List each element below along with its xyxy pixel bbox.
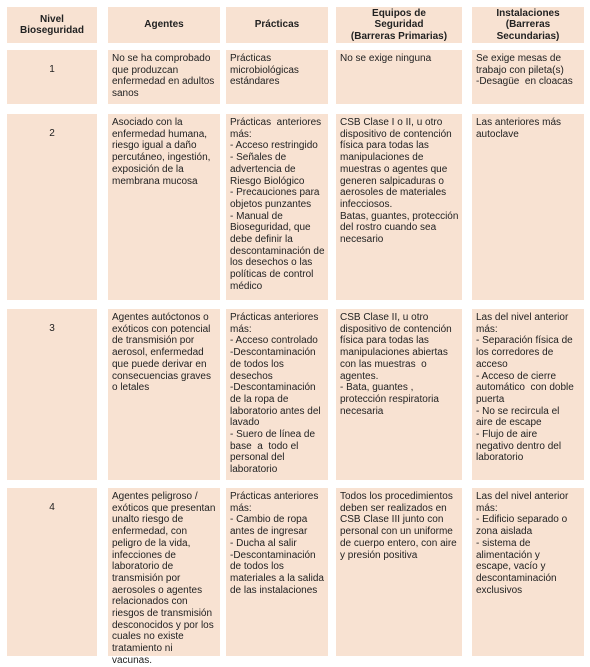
row-3-nivel	[7, 309, 97, 480]
row-2-nivel	[7, 114, 97, 300]
header-nivel	[7, 7, 97, 43]
row-3-practicas	[226, 309, 328, 480]
row-3-agentes-text: Agentes autóctonos o exóticos con potencial de transmisión por aerosol, enfermedad que puede derivar en consecuencias graves o letales	[112, 312, 211, 394]
header-instalaciones-text: Instalaciones (Barreras Secundarias)	[496, 7, 560, 42]
row-4-nivel	[7, 488, 97, 656]
row-3-nivel-value: 3	[49, 323, 55, 334]
row-3-practicas-text: Prácticas anteriores más: - Acceso controlado -Descontaminación de todos los desechos -Descontaminación de la ropa de laboratorio antes del lavado - Suero de línea de base a todo el personal del laboratorio	[230, 312, 321, 476]
row-4-nivel-value: 4	[49, 502, 55, 513]
row-4-practicas-text: Prácticas anteriores más: - Cambio de ropa antes de ingresar - Ducha al salir -Descontaminación de todos los materiales a la salida de las instalaciones	[230, 491, 324, 596]
row-3-equipos	[336, 309, 462, 480]
row-4-practicas	[226, 488, 328, 656]
row-3-agentes	[108, 309, 220, 480]
row-4-equipos-text: Todos los procedimientos deben ser realizados en CSB Clase III junto con personal con un uniforme de cuerpo entero, con aire y presión positiva	[340, 491, 457, 561]
row-2-agentes-text: Asociado con la enfermedad humana, riesgo igual a daño percutáneo, ingestión, exposición de la membrana mucosa	[112, 117, 211, 187]
row-1-nivel-value: 1	[49, 64, 55, 75]
header-practicas	[226, 7, 328, 43]
row-4-equipos	[336, 488, 462, 656]
row-2-nivel-value: 2	[49, 128, 55, 139]
row-1-instalaciones	[472, 50, 584, 104]
row-3-equipos-text: CSB Clase II, u otro dispositivo de contención física para todas las manipulaciones abiertas con las muestras o agentes. - Bata, guantes , protección respiratoria necesaria	[340, 312, 452, 417]
row-2-equipos-text: CSB Clase I o II, u otro dispositivo de contención física para todas las manipulaciones de muestras o agentes que generen salpicaduras o aerosoles de materiales infecciosos. Batas, guantes, protección del rostro cuando sea necesario	[340, 117, 459, 246]
row-2-instalaciones-text: Las anteriores más autoclave	[476, 117, 562, 140]
header-equipos	[336, 7, 462, 43]
row-1-practicas-text: Prácticas microbiológicas estándares	[230, 53, 299, 88]
row-3-instalaciones	[472, 309, 584, 480]
header-equipos-text: Equipos de Seguridad (Barreras Primarias)	[350, 7, 448, 42]
row-1-agentes	[108, 50, 220, 104]
row-1-nivel	[7, 50, 97, 104]
row-3-instalaciones-text: Las del nivel anterior más: - Separación física de los corredores de acceso - Acceso de cierre automático con doble puerta - No se recircula el aire de escape - Flujo de aire negativo dentro del laboratorio	[476, 312, 574, 464]
row-1-agentes-text: No se ha comprobado que produzcan enfermedad en adultos sanos	[112, 53, 215, 100]
header-nivel-text: Nivel Bioseguridad	[20, 13, 84, 36]
row-2-agentes	[108, 114, 220, 300]
row-2-practicas-text: Prácticas anteriores más: - Acceso restringido - Señales de advertencia de Riesgo Biológico - Precauciones para objetos punzantes - Manual de Bioseguridad, que debe definir la descontaminación de los desechos o las políticas de control médico	[230, 117, 325, 292]
row-2-instalaciones	[472, 114, 584, 300]
row-1-equipos-text: No se exige ninguna	[340, 53, 432, 64]
header-instalaciones	[472, 7, 584, 43]
row-4-instalaciones-text: Las del nivel anterior más: - Edificio separado o zona aislada - sistema de alimentación y escape, vacío y descontaminación exclusivos	[476, 491, 569, 596]
header-agentes	[108, 7, 220, 43]
header-agentes-text: Agentes	[144, 19, 184, 31]
header-practicas-text: Prácticas	[254, 19, 300, 31]
row-1-equipos	[336, 50, 462, 104]
row-4-instalaciones	[472, 488, 584, 656]
row-4-agentes-text: Agentes peligroso / exóticos que presentan unalto riesgo de enfermedad, con peligro de la vida, infecciones de laboratorio de transmisión por aerosoles o agentes relacionados con riesgos de transmisión desconocidos y por los cuales no existe tratamiento ni vacunas.	[112, 491, 216, 666]
row-2-equipos	[336, 114, 462, 300]
row-2-practicas	[226, 114, 328, 300]
row-1-practicas	[226, 50, 328, 104]
row-4-agentes	[108, 488, 220, 666]
row-1-instalaciones-text: Se exige mesas de trabajo con pileta(s) -Desagüe en cloacas	[476, 53, 573, 88]
